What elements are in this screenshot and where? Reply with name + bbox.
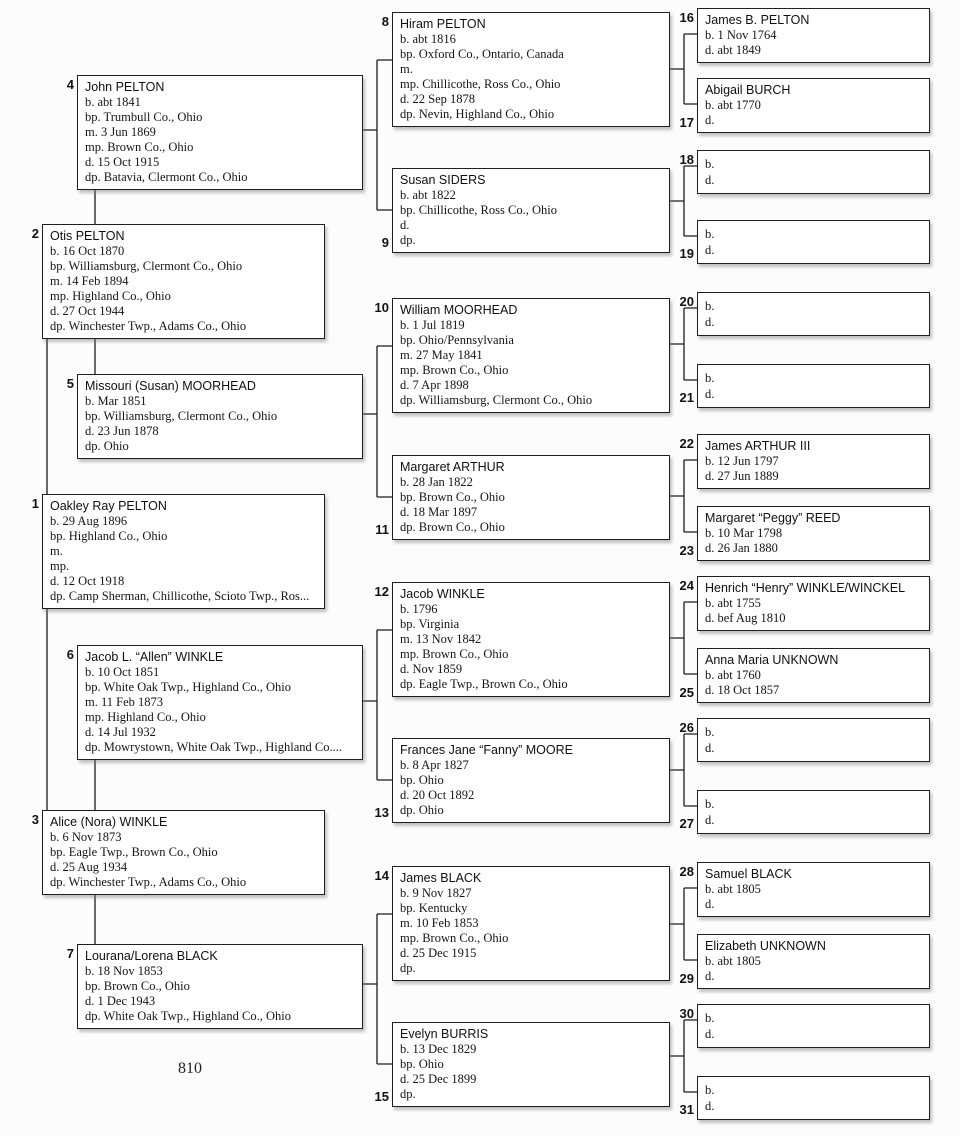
person-name: Margaret ARTHUR — [400, 460, 505, 474]
person-detail: mp. Brown Co., Ohio — [85, 140, 194, 154]
person-detail: dp. Ohio — [400, 803, 444, 817]
person-box — [381, 12, 670, 127]
person-detail: b. 9 Nov 1827 — [400, 886, 472, 900]
person-detail: bp. Chillicothe, Ross Co., Ohio — [400, 203, 557, 217]
person-detail: d. — [705, 387, 715, 401]
person-number: 14 — [374, 868, 389, 883]
person-detail: m. 11 Feb 1873 — [85, 695, 164, 709]
person-box — [679, 648, 930, 703]
person-detail: dp. Winchester Twp., Adams Co., Ohio — [50, 875, 247, 889]
person-number: 26 — [679, 720, 694, 735]
person-detail: dp. Nevin, Highland Co., Ohio — [400, 107, 555, 121]
person-detail: dp. Winchester Twp., Adams Co., Ohio — [50, 319, 247, 333]
person-detail: b. abt 1760 — [705, 668, 761, 682]
person-box — [374, 1022, 670, 1107]
person-detail: bp. Ohio — [400, 1057, 444, 1071]
person-detail: b. abt 1770 — [705, 98, 761, 112]
person-number: 23 — [679, 543, 694, 558]
person-name: Elizabeth UNKNOWN — [705, 939, 826, 953]
person-name: Oakley Ray PELTON — [50, 499, 167, 513]
person-number: 22 — [679, 436, 694, 451]
person-number: 12 — [374, 584, 389, 599]
person-name: James BLACK — [400, 871, 482, 885]
person-number: 31 — [679, 1102, 694, 1117]
person-detail: d. — [705, 113, 715, 127]
person-detail: b. 28 Jan 1822 — [400, 475, 473, 489]
person-detail: d. — [705, 897, 715, 911]
person-detail: dp. — [400, 233, 416, 247]
person-box — [374, 298, 670, 413]
person-number: 9 — [381, 235, 389, 250]
person-detail: b. abt 1755 — [705, 596, 761, 610]
person-detail: d. 23 Jun 1878 — [85, 424, 159, 438]
page-number: 810 — [178, 1060, 202, 1077]
person-box — [679, 364, 930, 408]
person-detail: dp. Camp Sherman, Chillicothe, Scioto Twp., Ros... — [50, 589, 310, 603]
person-detail: bp. Oxford Co., Ontario, Canada — [400, 47, 564, 61]
person-detail: m. 10 Feb 1853 — [400, 916, 479, 930]
person-detail: b. — [705, 227, 715, 241]
person-detail: b. Mar 1851 — [85, 394, 147, 408]
person-detail: d. 1 Dec 1943 — [85, 994, 156, 1008]
person-name: James ARTHUR III — [705, 439, 811, 453]
person-detail: d. — [400, 218, 410, 232]
person-detail: b. 29 Aug 1896 — [50, 514, 128, 528]
person-name: Evelyn BURRIS — [400, 1027, 489, 1041]
person-detail: dp. — [400, 961, 416, 975]
person-box — [374, 582, 670, 697]
person-box — [31, 224, 325, 339]
person-detail: b. 12 Jun 1797 — [705, 454, 779, 468]
person-number: 13 — [374, 805, 389, 820]
person-number: 11 — [375, 522, 389, 537]
person-detail: m. 3 Jun 1869 — [85, 125, 156, 139]
person-number: 4 — [66, 77, 74, 92]
person-number: 30 — [679, 1006, 694, 1021]
person-name: Susan SIDERS — [400, 173, 486, 187]
person-name: Otis PELTON — [50, 229, 125, 243]
person-detail: d. — [705, 1099, 715, 1113]
person-box — [66, 645, 363, 760]
person-number: 27 — [679, 816, 694, 831]
person-detail: b. 1796 — [400, 602, 438, 616]
person-number: 6 — [66, 647, 74, 662]
person-detail: b. 13 Dec 1829 — [400, 1042, 477, 1056]
person-detail: m. 14 Feb 1894 — [50, 274, 129, 288]
person-detail: d. — [705, 813, 715, 827]
person-detail: mp. Highland Co., Ohio — [85, 710, 206, 724]
person-number: 1 — [31, 496, 39, 511]
person-detail: b. 1 Nov 1764 — [705, 28, 777, 42]
person-detail: b. abt 1822 — [400, 188, 456, 202]
person-detail: b. — [705, 1083, 715, 1097]
person-detail: d. 22 Sep 1878 — [400, 92, 475, 106]
person-detail: d. 12 Oct 1918 — [50, 574, 125, 588]
person-box — [679, 576, 930, 631]
person-name: James B. PELTON — [705, 13, 810, 27]
person-number: 21 — [679, 390, 694, 405]
person-box — [381, 168, 670, 253]
person-name: Anna Maria UNKNOWN — [705, 653, 839, 667]
person-box — [679, 790, 930, 834]
person-detail: b. 18 Nov 1853 — [85, 964, 163, 978]
person-detail: b. abt 1816 — [400, 32, 456, 46]
person-box — [31, 494, 325, 609]
person-detail: bp. Trumbull Co., Ohio — [85, 110, 203, 124]
person-detail: b. 8 Apr 1827 — [400, 758, 469, 772]
person-box — [679, 220, 930, 264]
person-box — [66, 75, 363, 190]
person-detail: m. — [50, 544, 63, 558]
person-detail: d. bef Aug 1810 — [705, 611, 786, 625]
person-name: Margaret “Peggy” REED — [705, 511, 841, 525]
person-detail: bp. Brown Co., Ohio — [85, 979, 190, 993]
person-detail: m. 13 Nov 1842 — [400, 632, 482, 646]
person-detail: bp. Kentucky — [400, 901, 468, 915]
person-number: 16 — [679, 10, 694, 25]
person-box — [374, 866, 670, 981]
person-detail: d. 14 Jul 1932 — [85, 725, 156, 739]
person-detail: mp. Brown Co., Ohio — [400, 363, 509, 377]
person-box — [679, 1004, 930, 1048]
person-detail: b. 10 Oct 1851 — [85, 665, 160, 679]
person-detail: dp. Ohio — [85, 439, 129, 453]
person-box — [679, 506, 930, 561]
person-detail: b. abt 1805 — [705, 882, 761, 896]
person-detail: d. 18 Mar 1897 — [400, 505, 478, 519]
person-box — [679, 150, 930, 194]
person-detail: b. abt 1805 — [705, 954, 761, 968]
person-number: 18 — [679, 152, 694, 167]
person-name: Missouri (Susan) MOORHEAD — [85, 379, 256, 393]
person-detail: bp. White Oak Twp., Highland Co., Ohio — [85, 680, 291, 694]
person-detail: bp. Eagle Twp., Brown Co., Ohio — [50, 845, 218, 859]
person-number: 7 — [66, 946, 74, 961]
person-detail: dp. Batavia, Clermont Co., Ohio — [85, 170, 248, 184]
person-detail: b. — [705, 797, 715, 811]
person-detail: mp. Chillicothe, Ross Co., Ohio — [400, 77, 561, 91]
person-detail: d. — [705, 315, 715, 329]
person-box — [679, 934, 930, 989]
person-number: 25 — [679, 685, 694, 700]
person-name: John PELTON — [85, 80, 165, 94]
person-detail: d. 20 Oct 1892 — [400, 788, 475, 802]
person-detail: b. 1 Jul 1819 — [400, 318, 465, 332]
person-detail: dp. White Oak Twp., Highland Co., Ohio — [85, 1009, 291, 1023]
person-box — [66, 374, 363, 459]
person-detail: b. 10 Mar 1798 — [705, 526, 783, 540]
person-detail: dp. Williamsburg, Clermont Co., Ohio — [400, 393, 593, 407]
person-box — [679, 1076, 930, 1120]
person-box — [679, 862, 930, 917]
person-name: Samuel BLACK — [705, 867, 792, 881]
person-detail: b. abt 1841 — [85, 95, 141, 109]
person-detail: bp. Ohio — [400, 773, 444, 787]
person-number: 8 — [381, 14, 389, 29]
person-number: 2 — [31, 226, 39, 241]
person-detail: d. 25 Dec 1899 — [400, 1072, 477, 1086]
person-number: 5 — [66, 376, 74, 391]
person-number: 19 — [679, 246, 694, 261]
person-detail: d. — [705, 173, 715, 187]
person-box — [679, 8, 930, 63]
person-name: Jacob L. “Allen” WINKLE — [85, 650, 224, 664]
person-box — [31, 810, 325, 895]
person-detail: dp. Eagle Twp., Brown Co., Ohio — [400, 677, 568, 691]
person-detail: d. abt 1849 — [705, 43, 761, 57]
person-detail: mp. — [50, 559, 70, 573]
person-detail: d. 25 Aug 1934 — [50, 860, 128, 874]
person-detail: bp. Highland Co., Ohio — [50, 529, 168, 543]
person-number: 20 — [679, 294, 694, 309]
person-detail: bp. Ohio/Pennsylvania — [400, 333, 514, 347]
person-detail: b. — [705, 371, 715, 385]
person-number: 17 — [679, 115, 694, 130]
person-number: 24 — [679, 578, 694, 593]
person-box — [66, 944, 363, 1029]
person-detail: mp. Brown Co., Ohio — [400, 647, 509, 661]
person-detail: d. 27 Jun 1889 — [705, 469, 779, 483]
person-detail: bp. Brown Co., Ohio — [400, 490, 505, 504]
person-detail: bp. Virginia — [400, 617, 460, 631]
person-box — [679, 78, 930, 133]
person-number: 3 — [31, 812, 39, 827]
person-detail: d. — [705, 741, 715, 755]
person-detail: mp. Brown Co., Ohio — [400, 931, 509, 945]
person-detail: d. 18 Oct 1857 — [705, 683, 780, 697]
person-detail: d. 25 Dec 1915 — [400, 946, 477, 960]
person-name: Abigail BURCH — [705, 83, 791, 97]
person-detail: b. — [705, 725, 715, 739]
person-name: William MOORHEAD — [400, 303, 518, 317]
person-name: Henrich “Henry” WINKLE/WINCKEL — [705, 581, 906, 595]
person-number: 28 — [679, 864, 694, 879]
person-name: Lourana/Lorena BLACK — [85, 949, 218, 963]
person-detail: d. Nov 1859 — [400, 662, 463, 676]
person-detail: d. 15 Oct 1915 — [85, 155, 160, 169]
person-detail: d. — [705, 969, 715, 983]
person-detail: d. 27 Oct 1944 — [50, 304, 125, 318]
person-name: Hiram PELTON — [400, 17, 486, 31]
person-name: Frances Jane “Fanny” MOORE — [400, 743, 573, 757]
person-name: Alice (Nora) WINKLE — [50, 815, 168, 829]
person-detail: dp. Brown Co., Ohio — [400, 520, 505, 534]
person-box — [679, 434, 930, 489]
person-detail: m. — [400, 62, 413, 76]
person-detail: d. — [705, 1027, 715, 1041]
person-detail: b. — [705, 299, 715, 313]
person-number: 10 — [374, 300, 389, 315]
person-detail: bp. Williamsburg, Clermont Co., Ohio — [50, 259, 243, 273]
person-number: 15 — [374, 1089, 389, 1104]
person-detail: d. 7 Apr 1898 — [400, 378, 469, 392]
person-box — [374, 738, 670, 823]
person-detail: d. — [705, 243, 715, 257]
person-name: Jacob WINKLE — [400, 587, 485, 601]
person-detail: b. — [705, 157, 715, 171]
person-detail: b. 16 Oct 1870 — [50, 244, 125, 258]
person-detail: mp. Highland Co., Ohio — [50, 289, 171, 303]
person-detail: bp. Williamsburg, Clermont Co., Ohio — [85, 409, 278, 423]
person-detail: b. — [705, 1011, 715, 1025]
person-detail: dp. Mowrystown, White Oak Twp., Highland Co.... — [85, 740, 342, 754]
person-detail: b. 6 Nov 1873 — [50, 830, 122, 844]
person-detail: dp. — [400, 1087, 416, 1101]
person-detail: d. 26 Jan 1880 — [705, 541, 778, 555]
person-box — [375, 455, 670, 540]
person-box — [679, 292, 930, 336]
person-detail: m. 27 May 1841 — [400, 348, 483, 362]
person-number: 29 — [679, 971, 694, 986]
person-box — [679, 718, 930, 762]
